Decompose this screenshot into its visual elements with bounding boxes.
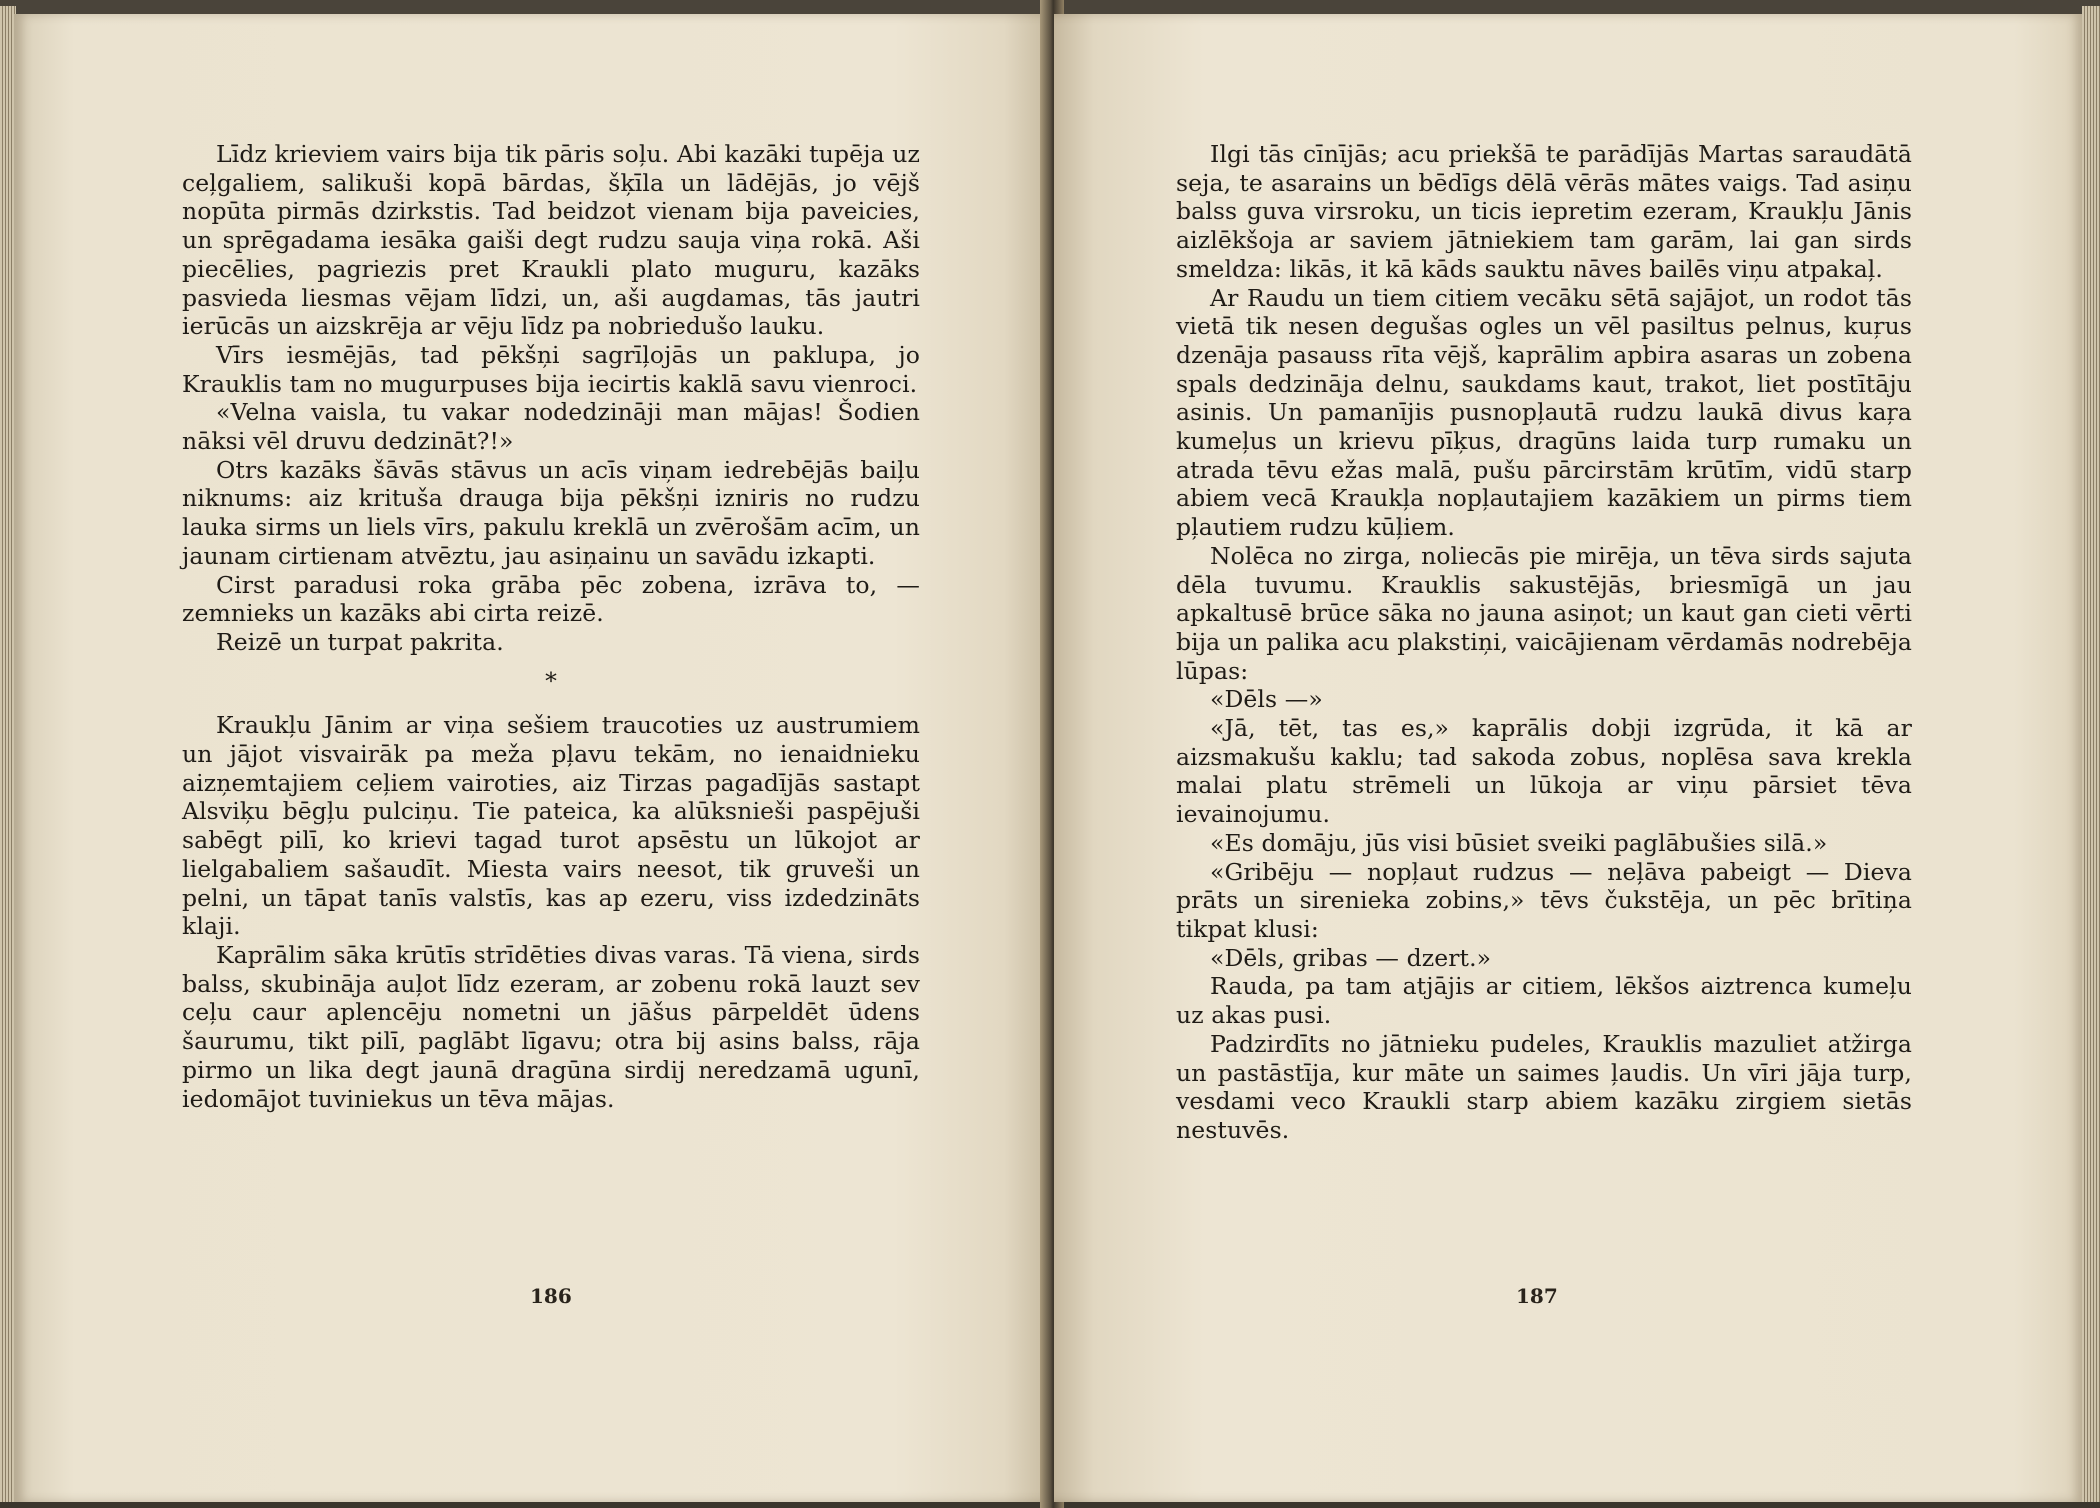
section-divider: * [545, 666, 557, 695]
paragraph: «Es domāju, jūs visi būsiet sveiki paglābušies silā.» [1210, 828, 1828, 857]
paragraph: «Velna vaisla, tu vakar nodedzināji man mājas! Šodien nāksi vēl druvu dedzināt?!» [182, 398, 920, 456]
paragraph: Cirst paradusi roka grāba pēc zobena, izrāva to, — zemnieks un kazāks abi cirta reizē. [182, 570, 920, 628]
paragraph: «Dēls, gribas — dzert.» [1210, 943, 1492, 972]
page-number-left: 186 [530, 1284, 572, 1308]
paragraph: Ilgi tās cīnījās; acu priekšā te parādījās Martas saraudātā seja, te asarains un bēdīgs dēlā vērās mātes vaigs. Tad asiņu balss guva virsroku, un ticis iepretim ezeram, Kraukļu Jānis aizlēkšoja ar saviem jātniekiem tam garām, lai gan sirds smeldza: likās, it kā kāds sauktu nāves bailēs viņu atpakaļ. [1176, 140, 1912, 283]
paragraph: Padzirdīts no jātnieku pudeles, Krauklis mazuliet atžirga un pastāstīja, kur māte un saimes ļaudis. Un vīri jāja turp, vesdami veco Kraukli starp abiem kazāku zirgiem sietās nestuvēs. [1176, 1029, 1912, 1144]
paragraph: Kraukļu Jānim ar viņa sešiem traucoties uz austrumiem un jājot visvairāk pa meža pļavu tekām, no ienaidnieku aizņemtajiem ceļiem vairoties, aiz Tirzas pagadījās sastapt Alsviķu bēgļu pulciņu. Tie pateica, ka alūksnieši paspējuši sabēgt pilī, ko krievi tagad turot apsēstu un lūkojot ar lielgabaliem sašaudīt. Miesta vairs neesot, tik gruveši un pelni, un tāpat tanīs valstīs, kas ap ezeru, viss izdedzināts klaji. [182, 711, 920, 941]
left-page [14, 14, 1046, 1502]
paragraph: Reizē un turpat pakrita. [216, 627, 504, 656]
paragraph: Kaprālim sāka krūtīs strīdēties divas varas. Tā viena, sirds balss, skubināja auļot līdz ezeram, ar zobenu rokā lauzt sev ceļu caur aplencēju nometni un jāšus pārpeldēt ūdens šaurumu, tikt pilī, paglābt līgavu; otra bij asins balss, rāja pirmo un lika degt jaunā dragūna sirdij neredzamā ugunī, iedomājot tuviniekus un tēva mājas. [182, 940, 920, 1113]
paragraph: Otrs kazāks šāvās stāvus un acīs viņam iedrebējās baiļu niknums: aiz krituša drauga bija pēkšņi izniris no rudzu lauka sirms un liels vīrs, pakulu kreklā un zvērošām acīm, un jaunam cirtienam atvēztu, jau asiņainu un savādu izkapti. [182, 455, 920, 570]
paragraph: Vīrs iesmējās, tad pēkšņi sagrīļojās un paklupa, jo Krauklis tam no mugurpuses bija iecirtis kaklā savu vienroci. [182, 340, 920, 398]
paragraph: Ar Raudu un tiem citiem vecāku sētā sajājot, un rodot tās vietā tik nesen degušas ogles un vēl pasiltus pelnus, kuŗus dzenāja pasauss rīta vējš, kaprālim apbira asaras un zobena spals dedzināja delnu, saukdams kaut, trakot, liet postītāju asinis. Un pamanījis pusnopļautā rudzu laukā divus kaŗa kumeļus un krievu pīķus, dragūns laida turp rumaku un atrada tēvu ežas malā, pušu pārcirstām krūtīm, vidū starp abiem vecā Kraukļa nopļautajiem kazākiem un pirms tiem pļautiem rudzu kūļiem. [1176, 283, 1912, 542]
right-page-text [1176, 140, 1912, 1145]
page-number-right: 187 [1516, 1284, 1558, 1308]
paragraph: Nolēca no zirga, noliecās pie mirēja, un tēva sirds sajuta dēla tuvumu. Krauklis sakustējās, briesmīgā un jau apkaltusē brūce sāka no jauna asiņot; un kaut gan cieti vērti bija un palika acu plakstiņi, vaicājienam vērdamās nodrebēja lūpas: [1176, 541, 1912, 685]
paragraph: «Gribēju — nopļaut rudzus — neļāva pabeigt — Dieva prāts un sirenieka zobins,» tēvs čukstēja, un pēc brītiņa tikpat klusi: [1176, 857, 1912, 943]
paragraph: Līdz krieviem vairs bija tik pāris soļu. Abi kazāki tupēja uz ceļgaliem, salikuši kopā bārdas, šķīla un lādējās, jo vējš nopūta pirmās dzirkstis. Tad beidzot vienam bija paveicies, un sprēgadama iesāka gaiši degt rudzu sauja viņa rokā. Aši piecēlies, pagriezis pret Kraukli plato muguru, kazāks pasvieda liesmas vējam līdzi, un, aši augdamas, tās jautri ierūcās un aizskrēja ar vēju līdz pa nobriedušo lauku. [182, 140, 920, 341]
paragraph: «Dēls —» [1210, 685, 1323, 714]
page-edges-right [2082, 6, 2100, 1502]
right-page [1054, 14, 2084, 1502]
paragraph: «Jā, tēt, tas es,» kaprālis dobji izgrūda, it kā ar aizsmakušu kaklu; tad sakoda zobus, noplēsa sava krekla malai platu strēmeli un lūkoja ar viņu pārsiet tēva ievainojumu. [1176, 714, 1912, 829]
left-page-text [182, 140, 920, 1113]
paragraph: Rauda, pa tam atjājis ar citiem, lēkšos aiztrenca kumeļu uz akas pusi. [1176, 972, 1912, 1030]
